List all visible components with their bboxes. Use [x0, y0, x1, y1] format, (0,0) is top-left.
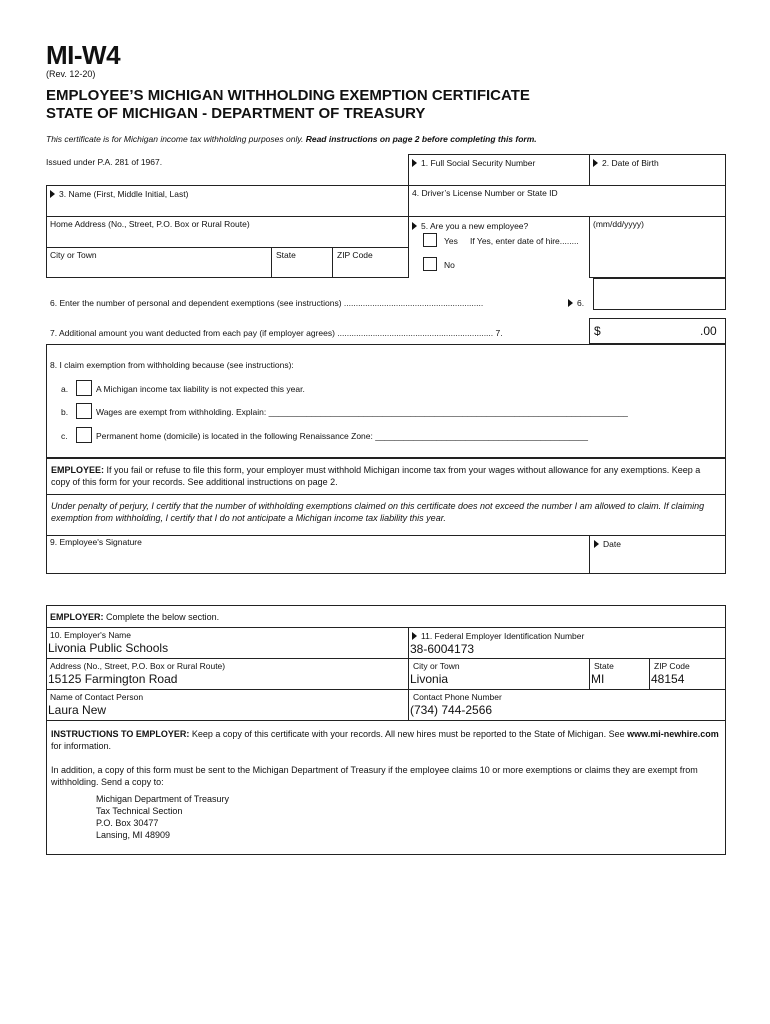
option-c-letter: c.	[61, 431, 68, 441]
state-field[interactable]: State	[276, 250, 296, 260]
employer-zip-value[interactable]: 48154	[651, 672, 685, 686]
instr-bold: INSTRUCTIONS TO EMPLOYER:	[51, 729, 190, 739]
option-a-letter: a.	[61, 384, 69, 394]
employer-heading	[50, 612, 219, 622]
arrow-icon	[594, 540, 599, 548]
employer-heading-text: Complete the below section.	[106, 612, 220, 622]
contact-phone-label: Contact Phone Number	[413, 692, 502, 702]
name-label-wrap	[50, 189, 188, 199]
employer-name-label: 10. Employer's Name	[50, 630, 131, 640]
address-line-3: P.O. Box 30477	[96, 818, 159, 828]
option-a-text: A Michigan income tax liability is not expected this year.	[96, 384, 305, 394]
dob-field[interactable]	[593, 158, 659, 168]
fein-label: 11. Federal Employer Identification Number	[421, 631, 585, 641]
arrow-icon	[568, 299, 573, 307]
employer-state-value[interactable]: MI	[591, 672, 605, 686]
instr-tail: for information.	[51, 741, 112, 751]
line7-label: 7. Additional amount you want deducted from each pay (if employer agrees) .................................................................. 7.	[50, 328, 503, 338]
date-field[interactable]	[594, 539, 621, 549]
fein-value[interactable]: 38-6004173	[410, 642, 475, 656]
contact-person-value[interactable]: Laura New	[48, 703, 107, 717]
hire-date-format: (mm/dd/yyyy)	[593, 219, 644, 229]
option-c-checkbox[interactable]	[76, 427, 92, 443]
line8-label: 8. I claim exemption from withholding because (see instructions):	[50, 360, 294, 370]
employer-name-value[interactable]: Livonia Public Schools	[48, 641, 169, 655]
exemptions-input[interactable]	[593, 278, 726, 310]
treasury-address	[96, 793, 229, 841]
fein-label-wrap	[412, 631, 584, 641]
ssn-field[interactable]	[412, 158, 535, 168]
perjury-statement: Under penalty of perjury, I certify that the number of withholding exemptions claimed on this certificate does not exceed the number I am allowed to claim. If claiming exemption from withholding, I certify that I do not anticipate a Michigan income tax liability this year.	[51, 501, 705, 523]
note-bold: Read instructions on page 2 before completing this form.	[305, 134, 537, 144]
home-address-field[interactable]: Home Address (No., Street, P.O. Box or Rural Route)	[50, 219, 250, 229]
line6-number	[568, 298, 584, 308]
option-b-checkbox[interactable]	[76, 403, 92, 419]
employer-address-value[interactable]: 15125 Farmington Road	[48, 672, 178, 686]
employer-city-value[interactable]: Livonia	[410, 672, 449, 686]
address-line-1: Michigan Department of Treasury	[96, 794, 230, 804]
employer-instructions	[51, 728, 719, 752]
form-title: EMPLOYEE’S MICHIGAN WITHHOLDING EXEMPTION CERTIFICATE	[46, 87, 530, 104]
name-label: 3. Name (First, Middle Initial, Last)	[59, 189, 189, 199]
hire-date-prompt: If Yes, enter date of hire........	[470, 236, 579, 246]
signature-field[interactable]: 9. Employee's Signature	[50, 537, 142, 547]
dollar-sign: $	[594, 324, 601, 338]
newhire-link[interactable]: www.mi-newhire.com	[627, 729, 719, 739]
address-line-2: Tax Technical Section	[96, 806, 183, 816]
drivers-license-field[interactable]: 4. Driver’s License Number or State ID	[412, 188, 558, 198]
employer-address-label: Address (No., Street, P.O. Box or Rural Route)	[50, 661, 226, 671]
revision: (Rev. 12-20)	[46, 69, 96, 79]
employee-bold: EMPLOYEE:	[51, 465, 105, 475]
option-b-text[interactable]: Wages are exempt from withholding. Explain: ____________________________________________________________________________	[96, 407, 628, 417]
employer-state-label: State	[594, 661, 614, 671]
zip-field[interactable]: ZIP Code	[337, 250, 373, 260]
issued-under: Issued under P.A. 281 of 1967.	[46, 157, 163, 167]
form-subtitle: STATE OF MICHIGAN - DEPARTMENT OF TREASURY	[46, 105, 426, 122]
option-b-letter: b.	[61, 407, 69, 417]
option-a-checkbox[interactable]	[76, 380, 92, 396]
date-label: Date	[603, 539, 621, 549]
new-employee-label: 5. Are you a new employee?	[421, 221, 529, 231]
employee-notice	[51, 464, 719, 488]
option-c-text[interactable]: Permanent home (domicile) is located in the following Renaissance Zone: _____________________________________________	[96, 431, 588, 441]
employee-text: If you fail or refuse to file this form, your employer must withhold Michigan income tax from your wages without allowance for any exemptions. Keep a copy of this form for your records. See additional instructions on page 2.	[51, 465, 701, 487]
employer-zip-label: ZIP Code	[654, 661, 690, 671]
ssn-label: 1. Full Social Security Number	[421, 158, 536, 168]
dob-label: 2. Date of Birth	[602, 158, 659, 168]
employer-bold: EMPLOYER:	[50, 612, 104, 622]
treasury-notice: In addition, a copy of this form must be sent to the Michigan Department of Treasury if the employee claims 10 or more exemptions or claims they are exempt from withholding. Send a copy to:	[51, 765, 698, 787]
instr-text: Keep a copy of this certificate with your records. All new hires must be reported to the State of Michigan. See	[191, 729, 625, 739]
yes-checkbox[interactable]	[423, 233, 437, 247]
form-id: MI-W4	[46, 40, 121, 70]
arrow-icon	[412, 632, 417, 640]
no-label: No	[444, 260, 455, 270]
contact-phone-value[interactable]: (734) 744-2566	[410, 703, 493, 717]
yes-label: Yes	[444, 236, 458, 246]
arrow-icon	[412, 222, 417, 230]
arrow-icon	[50, 190, 55, 198]
new-employee-question	[412, 221, 528, 231]
line6-num: 6.	[577, 298, 585, 308]
address-line-4: Lansing, MI 48909	[96, 830, 171, 840]
contact-person-label: Name of Contact Person	[50, 692, 144, 702]
arrow-icon	[412, 159, 417, 167]
arrow-icon	[593, 159, 598, 167]
form-note	[46, 134, 537, 144]
note-plain: This certificate is for Michigan income tax withholding purposes only.	[46, 134, 304, 144]
employer-city-label: City or Town	[413, 661, 460, 671]
line6-label: 6. Enter the number of personal and dependent exemptions (see instructions) ...........................................................	[50, 298, 484, 308]
no-checkbox[interactable]	[423, 257, 437, 271]
city-field[interactable]: City or Town	[50, 250, 97, 260]
cents: .00	[700, 324, 717, 338]
